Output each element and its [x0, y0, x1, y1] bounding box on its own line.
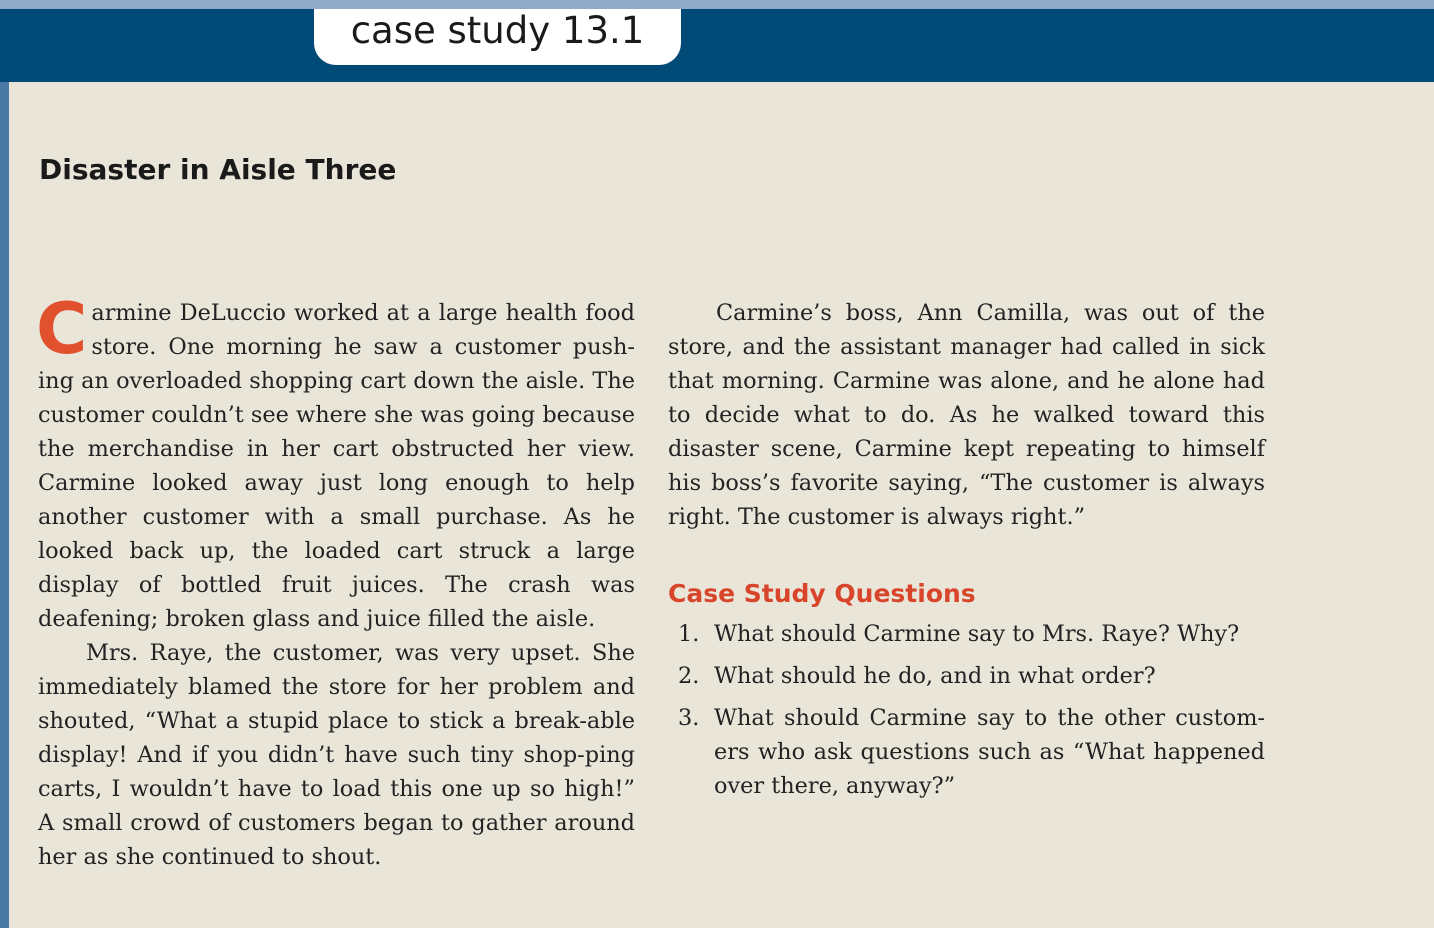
question-number: 2. [678, 663, 700, 689]
questions-heading: Case Study Questions [668, 579, 976, 608]
question-text: What should he do, and in what order? [714, 663, 1156, 689]
paragraph-1 [36, 288, 635, 636]
question-item [668, 659, 1265, 693]
right-column [668, 296, 1265, 811]
drop-cap: C [36, 288, 88, 370]
article-title: Disaster in Aisle Three [39, 153, 397, 186]
header-banner [0, 9, 1434, 82]
top-strip [0, 0, 1434, 9]
question-item [668, 701, 1265, 803]
paragraph-2: Mrs. Raye, the customer, was very upset. She immediately blamed the store for her problem and shouted, “What a stupid place to stick a break-able display! And if you didn’t have such tiny shop-ping carts, I wouldn’t have to load this one up so high!” A small crowd of customers began to gather around her as she continued to shout. [38, 640, 635, 870]
questions-list [668, 617, 1265, 803]
paragraph-3: Carmine’s boss, Ann Camilla, was out of the store, and the assistant manager had called in sick that morning. Carmine was alone, and he alone had to decide what to do. As he walked toward this disaster scene, Carmine kept repeating to himself his boss’s favorite saying, “The customer is always right. The customer is always right.” [668, 300, 1265, 530]
question-item [668, 617, 1265, 651]
paragraph-1-text: armine DeLuccio worked at a large health food store. One morning he saw a customer push-ing an overloaded shopping cart down the aisle. The customer couldn’t see where she was going because the merchandise in her cart obstructed her view. Carmine looked away just long enough to help another customer with a small purchase. As he looked back up, the loaded cart struck a large display of bottled fruit juices. The crash was deafening; broken glass and juice filled the aisle. [38, 300, 635, 632]
question-text: What should Carmine say to the other custom-ers who ask questions such as “What happened over there, anyway?” [714, 705, 1265, 799]
case-study-tab: case study 13.1 [314, 9, 681, 65]
question-number: 1. [678, 621, 700, 647]
question-text: What should Carmine say to Mrs. Raye? Why? [714, 621, 1240, 647]
left-column [36, 288, 635, 874]
left-margin-rule [0, 82, 9, 928]
question-number: 3. [678, 705, 700, 731]
